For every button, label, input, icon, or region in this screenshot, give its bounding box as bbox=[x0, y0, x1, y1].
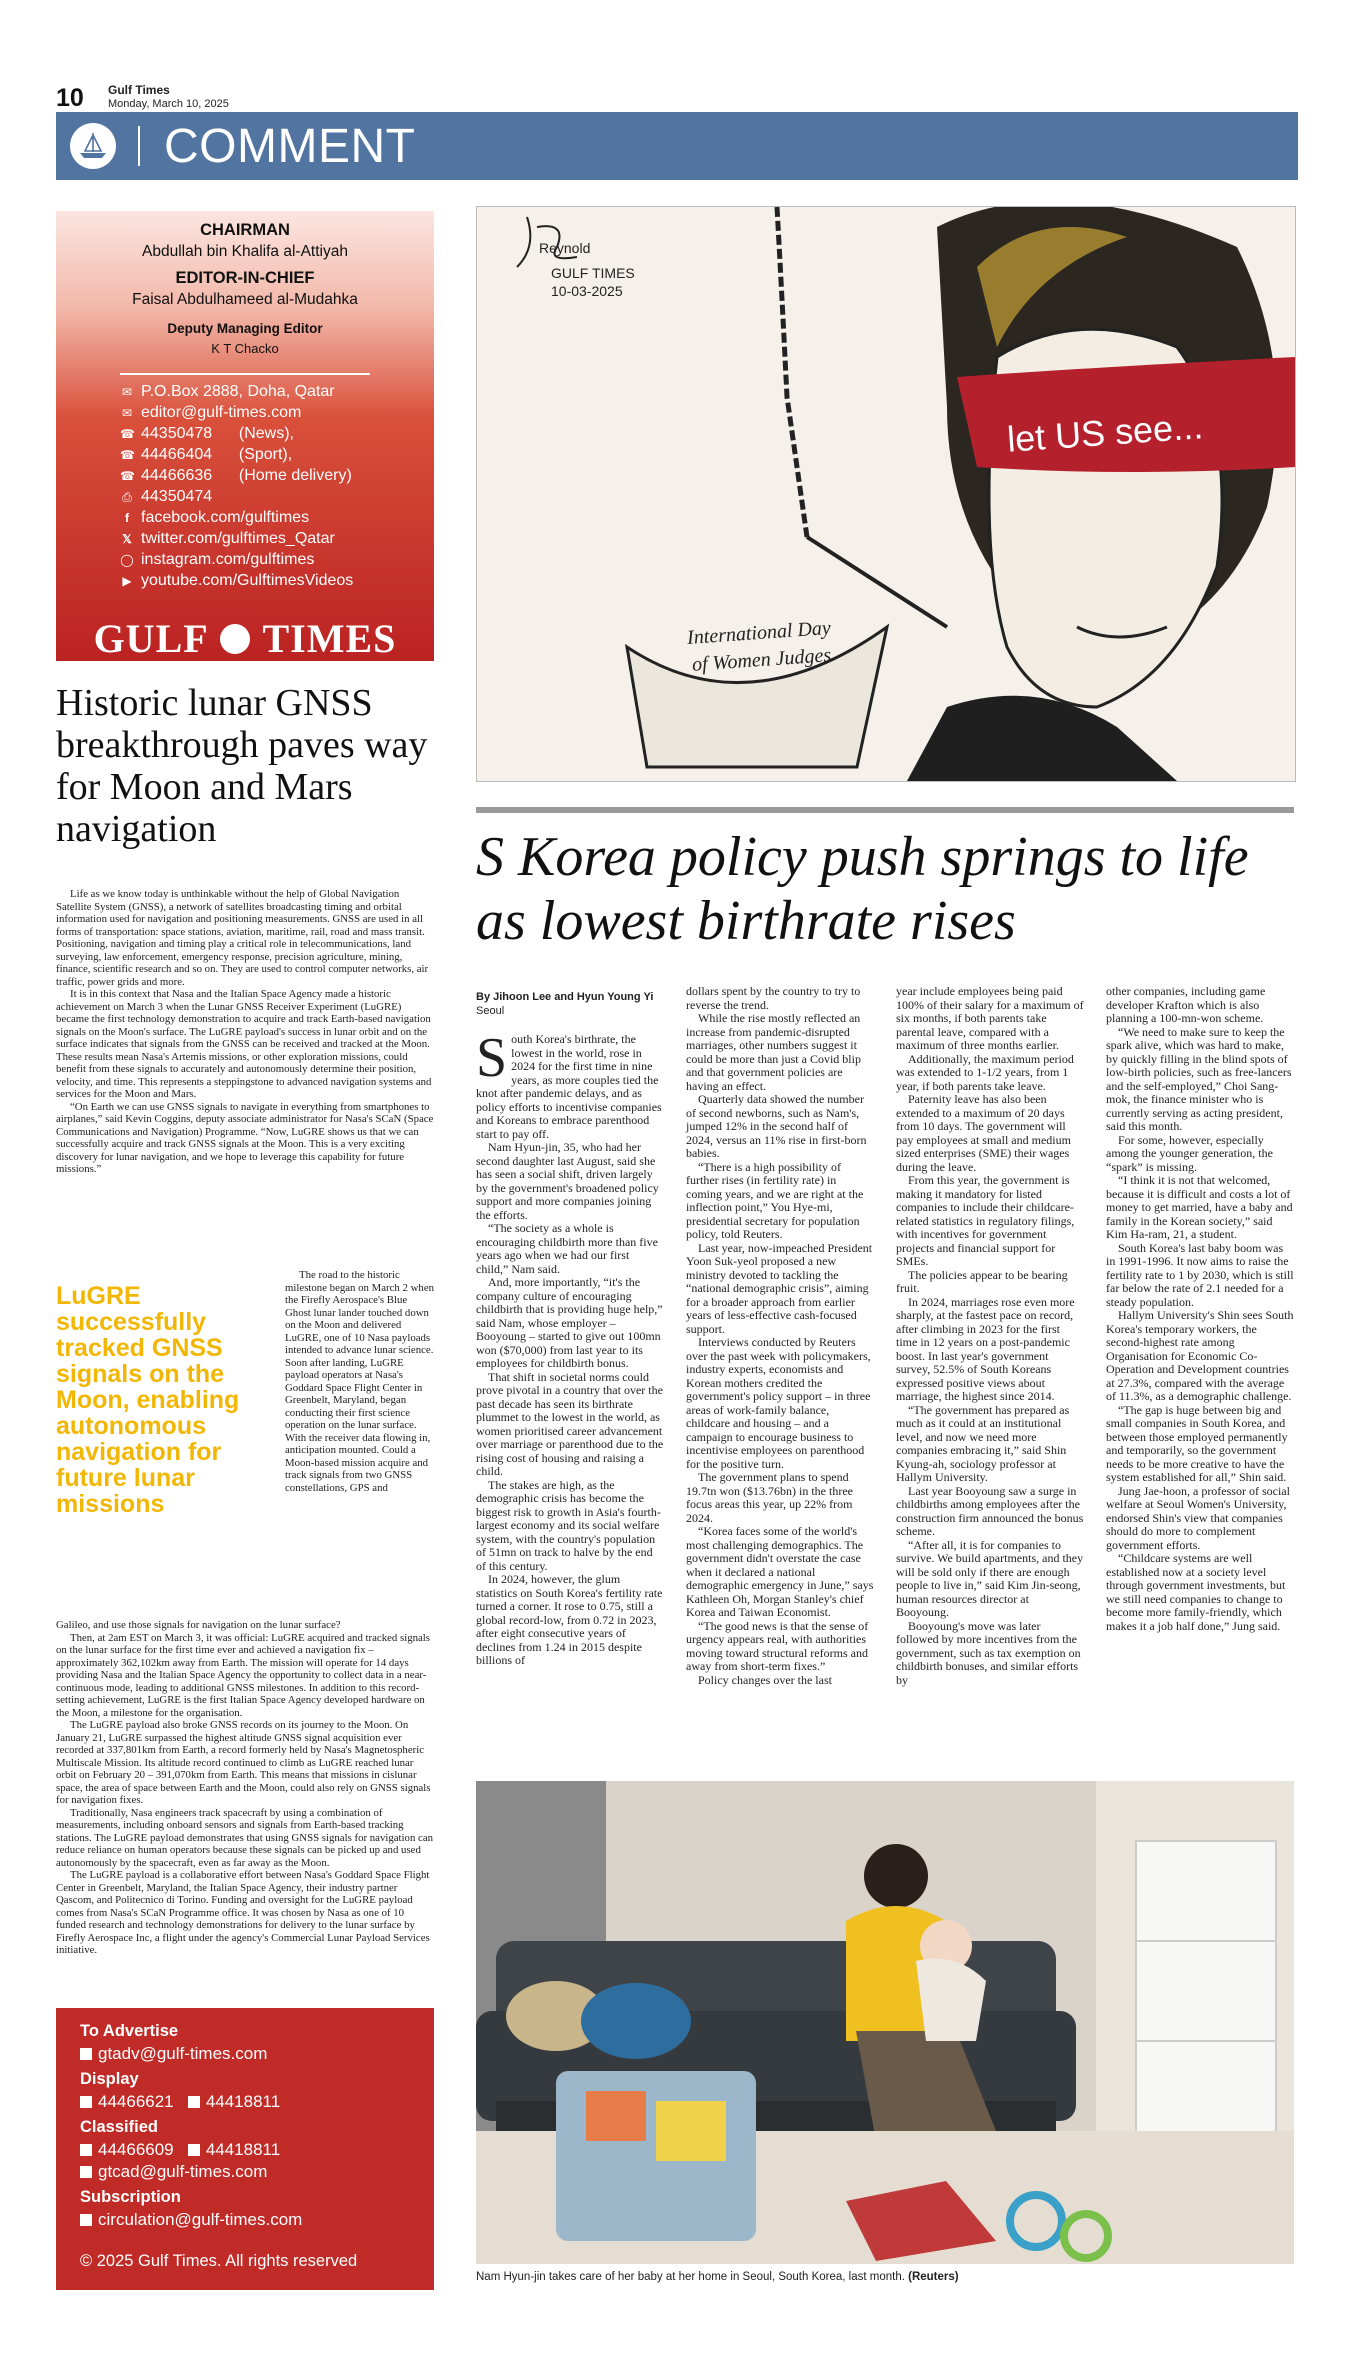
photo-caption: Nam Hyun-jin takes care of her baby at her home in Seoul, South Korea, last month. (Reuters) bbox=[476, 2271, 959, 2283]
contact-fax: ⎙ 44350474 bbox=[120, 486, 353, 507]
fax-icon bbox=[188, 2096, 200, 2108]
lead-paragraph: Traditionally, Nasa engineers track spacecraft by using a combination of measurements, including onboard sensors and signals from Earth-based tracking stations. The LuGRE payload demonstrates that using GNSS signals for navigation can reduce reliance on human operators because these signals can be picked up and used autonomously by the spacecraft, even as far away as the Moon. bbox=[56, 1806, 434, 1869]
article-dateline: Seoul bbox=[476, 1005, 505, 1017]
scale-text-2: of Women Judges bbox=[691, 644, 832, 676]
contact-phone-delivery: ☎ 44466636 (Home delivery) bbox=[120, 465, 353, 486]
article-column-2 bbox=[686, 985, 874, 1687]
article-paragraph: year include employees being paid 100% of their salary for a maximum of six months, if both parents take parental leave, compared with a maximum of three months earlier. bbox=[896, 984, 1084, 1052]
lead-paragraph: It is in this context that Nasa and the Italian Space Agency made a historic achievement on March 3 when the Lunar GNSS Receiver Experiment (LuGRE) became the first technology demonstration to acquire and track Earth-based navigation signals on the Moon's surface. The LuGRE payload's success in lunar orbit and on the surface indicates that signals from the GNSS can be received and tracked at the Moon. These results mean Nasa's Artemis missions, or other exploration missions, could benefit from these signals to accurately and autonomously determine their position, velocity, and time. This represents a steppingstone to advanced navigation systems and services for the Moon and Mars. bbox=[56, 988, 432, 1100]
contact-address: ✉ P.O.Box 2888, Doha, Qatar bbox=[120, 381, 353, 402]
article-paragraph: other companies, including game developer Krafton which is also planning a 100-mn-won scheme. bbox=[1106, 984, 1266, 1025]
phone-icon: ☎ bbox=[120, 469, 135, 483]
article-photo bbox=[476, 1781, 1294, 2264]
instagram-icon: ◯ bbox=[120, 553, 134, 567]
advertise-email[interactable]: gtadv@gulf-times.com bbox=[80, 2044, 267, 2064]
cartoon-date: 10-03-2025 bbox=[551, 283, 623, 299]
fax-icon bbox=[188, 2144, 200, 2156]
contact-instagram[interactable]: ◯ instagram.com/gulftimes bbox=[120, 549, 353, 570]
article-paragraph: Last year Booyoung saw a surge in childbirths among employees after the construction firm announced the bonus scheme. bbox=[896, 1483, 1084, 1538]
article-paragraph: “The good news is that the sense of urgency appears real, with authorities moving toward structural reforms and away from short-term fixes.” bbox=[686, 1618, 869, 1673]
editor-label: EDITOR-IN-CHIEF bbox=[175, 269, 315, 287]
x-icon: 𝕏 bbox=[122, 532, 132, 546]
lead-body-top bbox=[56, 888, 434, 1176]
article-paragraph: In 2024, however, the glum statistics on South Korea's fertility rate turned a corner. It rose to 0.75, still a global record-low, from 0.72 in 2023, after eight consecutive years of declines from 1.24 in 2015 despite billions of bbox=[476, 1572, 663, 1667]
contact-list bbox=[120, 381, 353, 591]
drop-cap: S bbox=[476, 1027, 508, 1089]
article-byline: By Jihoon Lee and Hyun Young Yi bbox=[476, 991, 654, 1003]
banner-divider bbox=[138, 126, 140, 166]
article-paragraph: Quarterly data showed the number of second newborns, such as Nam's, jumped 12% in the second half of 2024, versus an 11% rise in first-born babies. bbox=[686, 1092, 867, 1160]
gulf-times-logo: GULF TIMES bbox=[93, 616, 397, 661]
chairman-name: Abdullah bin Khalifa al-Attiyah bbox=[142, 243, 348, 260]
lead-paragraph: The road to the historic milestone began on March 2 when the Firefly Aerospace's Blue Ghost lunar lander touched down on the Moon and delivered LuGRE, one of 10 Nasa payloads intended to advance lunar science. Soon after landing, LuGRE payload operators at Nasa's Goddard Space Flight Center in Greenbelt, Maryland, began conducting their first science operation on the lunar surface. With the receiver data flowing in, anticipation mounted. Could a Moon-based mission acquire and track signals from two GNSS constellations, GPS and bbox=[285, 1269, 435, 1494]
classified-contacts: 44466609 44418811 bbox=[80, 2140, 280, 2160]
article-paragraph: “The government has prepared as much as it could at an institutional level, and now we need more companies embracing it,” said Shin Kyung-ah, sociology professor at Hallym University. bbox=[896, 1402, 1070, 1484]
section-title: COMMENT bbox=[164, 120, 416, 173]
email-icon bbox=[80, 2166, 92, 2178]
article-paragraph: “We need to make sure to keep the spark alive, which was hard to make, by quickly filling in the blind spots of low-birth policies, such as free-lancers and the self-employed,” Choi Sang-mok, the finance minister who is currently serving as acting president, said this month. bbox=[1106, 1024, 1292, 1133]
cartoon-credit: GULF TIMES bbox=[551, 265, 635, 281]
lead-body-side bbox=[285, 1269, 435, 1494]
phone-icon: ☎ bbox=[120, 448, 135, 462]
chairman-label: CHAIRMAN bbox=[200, 221, 290, 239]
article-paragraph: For some, however, especially among the younger generation, the “spark” is missing. bbox=[1106, 1132, 1273, 1174]
lead-paragraph: Galileo, and use those signals for navigation on the lunar surface? bbox=[56, 1619, 341, 1631]
deputy-name: K T Chacko bbox=[211, 341, 279, 356]
masthead-box bbox=[56, 211, 434, 661]
phone-icon: ☎ bbox=[120, 427, 135, 441]
article-paragraph: “Childcare systems are well established now at a society level through government investments, but we still need companies to change to become more family-friendly, which makes it a job half done,” Jung said. bbox=[1106, 1551, 1286, 1633]
article-paragraph: dollars spent by the country to try to reverse the trend. bbox=[686, 984, 861, 1012]
article-headline: S Korea policy push springs to life as lowest birthrate rises bbox=[476, 826, 1249, 952]
article-paragraph: Nam Hyun-jin, 35, who had her second daughter last August, said she has seen a social shift, driven largely by the government's broadened policy support and more companies joining the efforts. bbox=[476, 1140, 659, 1222]
masthead-divider bbox=[120, 373, 370, 375]
article-paragraph: South Korea's last baby boom was in 1991-1996. It now aims to raise the fertility rate to 1 by 2030, which is still far below the rate of 2.1 needed for a steady population. bbox=[1106, 1240, 1294, 1309]
article-paragraph: “After all, it is for companies to survive. We build apartments, and they will be sold only if there are enough people to live in,” said Kim Jin-seong, human resources director at Booyoung. bbox=[896, 1537, 1084, 1619]
lead-paragraph: The LuGRE payload is a collaborative effort between Nasa's Goddard Space Flight Center in Greenbelt, Maryland, the Italian Space Agency, their industry partner Qascom, and Politecnico di Torino. Funding and oversight for the LuGRE payload comes from Nasa's SCaN Programme office. It was chosen by Nasa as one of 10 funded research and technology demonstrations for delivery to the lunar surface by Firefly Aerospace Inc, a flight under the agency's Commercial Lunar Payload Services initiative. bbox=[56, 1869, 430, 1956]
section-rule bbox=[476, 807, 1294, 813]
article-paragraph: From this year, the government is making it mandatory for listed companies to include their childcare-related statistics in regulatory filings, with incentives for government projects and financial support for SMEs. bbox=[896, 1173, 1075, 1268]
lead-body-bottom bbox=[56, 1619, 434, 1957]
advertise-label: To Advertise bbox=[80, 2022, 179, 2040]
article-paragraph: That shift in societal norms could prove pivotal in a country that over the past decade has seen its birthrate plummet to the lowest in the world, as women prioritised career advancement over marriage or parenthood due to the rising cost of housing and raising a child. bbox=[476, 1369, 664, 1478]
article-paragraph: Additionally, the maximum period was extended to 1-1/2 years, from 1 year, if both parents take leave. bbox=[896, 1051, 1074, 1093]
publication-name: Gulf Times bbox=[108, 83, 170, 97]
subscription-label: Subscription bbox=[80, 2188, 181, 2206]
email-icon bbox=[80, 2048, 92, 2060]
advertising-box bbox=[56, 2008, 434, 2290]
mailbox-icon: ✉ bbox=[121, 385, 133, 399]
copyright: © 2025 Gulf Times. All rights reserved bbox=[80, 2252, 358, 2270]
contact-twitter[interactable]: 𝕏 twitter.com/gulftimes_Qatar bbox=[120, 528, 353, 549]
contact-phone-sport: ☎ 44466404 (Sport), bbox=[120, 444, 353, 465]
section-banner bbox=[56, 112, 1298, 180]
contact-facebook[interactable]: f facebook.com/gulftimes bbox=[120, 507, 353, 528]
deputy-label: Deputy Managing Editor bbox=[167, 321, 323, 336]
editor-name: Faisal Abdulhameed al-Mudahka bbox=[132, 291, 358, 308]
facebook-icon: f bbox=[125, 511, 129, 525]
scale-text-1: International Day bbox=[686, 617, 832, 649]
subscription-email[interactable]: circulation@gulf-times.com bbox=[80, 2210, 302, 2230]
phone-icon bbox=[80, 2096, 92, 2108]
lead-paragraph: The LuGRE payload also broke GNSS records on its journey to the Moon. On January 21, LuGRE surpassed the highest altitude GNSS signal acquisition ever recorded at 337,801km from Earth, a record formerly held by Nasa's Magnetospheric Multiscale Mission. Its altitude record continued to climb as LuGRE reached lunar orbit on February 20 – 391,070km from Earth. This means that missions in cislunar space, the area of space between Earth and the Moon, could also rely on GNSS signals for navigation fixes. bbox=[56, 1719, 431, 1806]
youtube-icon: ▶ bbox=[122, 574, 132, 588]
email-icon bbox=[80, 2214, 92, 2226]
ship-logo-icon bbox=[70, 123, 116, 169]
phone-icon bbox=[80, 2144, 92, 2156]
article-paragraph: Jung Jae-hoon, a professor of social welfare at Seoul Women's University, endorsed Shin's view that companies should do more to complement government efforts. bbox=[1106, 1483, 1290, 1552]
article-paragraph: In 2024, marriages rose even more sharply, at the fastest pace on record, after climbing in 2023 for the first time in 12 years on a post-pandemic boost. In last year's government survey, 52.5% of South Koreans expressed positive views about marriage, the highest since 2014. bbox=[896, 1294, 1075, 1403]
pullquote: LuGRE successfully tracked GNSS signals on the Moon, enabling autonomous navigation for future lunar missions bbox=[56, 1282, 240, 1518]
page-number: 10 bbox=[56, 84, 84, 112]
article-paragraph: Hallym University's Shin sees South Korea's temporary workers, the second-highest rate among Organisation for Economic Co-Operation and Development countries at 27.3%, compared with the average of 11.3%, as a demographic challenge. bbox=[1106, 1308, 1294, 1403]
article-column-3 bbox=[896, 985, 1084, 1687]
article-paragraph: And, more importantly, “it's the company culture of encouraging childbirth that is providing huge help,” said Nam, whose employer – Booyoung – started to give out 100mn won ($70,000) from last year to its employees for childbirth bonus. bbox=[476, 1275, 663, 1370]
article-paragraph: “There is a high possibility of further rises (in fertility rate) in coming years, and we are right at the inflection point,” You Hye-mi, presidential secretary for population policy, told Reuters. bbox=[686, 1159, 864, 1241]
article-paragraph: Paternity leave has also been extended to a maximum of 20 days from 10 days. The government will pay employees at small and medium sized enterprises (SME) their wages during the leave. bbox=[896, 1092, 1071, 1174]
display-label: Display bbox=[80, 2070, 139, 2088]
article-paragraph: “The gap is huge between big and small companies in South Korea, and between those employed permanently and temporarily, so the government needs to be more creative to have the system established for all,” Shin said. bbox=[1106, 1402, 1288, 1484]
logo-ship-icon bbox=[220, 624, 250, 654]
contact-youtube[interactable]: ▶ youtube.com/GulftimesVideos bbox=[120, 570, 353, 591]
article-paragraph: Policy changes over the last bbox=[698, 1672, 832, 1687]
classified-email[interactable]: gtcad@gulf-times.com bbox=[80, 2162, 267, 2182]
article-column-4 bbox=[1106, 985, 1294, 1633]
classified-label: Classified bbox=[80, 2118, 158, 2136]
display-contacts: 44466621 44418811 bbox=[80, 2092, 280, 2112]
article-paragraph: Last year, now-impeached President Yoon Suk-yeol proposed a new ministry devoted to tackling the “national demographic crisis”, aiming for a broader approach from earlier years of less-effective cash-focused support. bbox=[686, 1240, 873, 1336]
photo-illustration bbox=[476, 1781, 1294, 2264]
article-paragraph: Booyoung's move was later followed by more incentives from the government, such as tax exemption on childbirth bonuses, and similar efforts by bbox=[896, 1618, 1081, 1687]
article-paragraph: Interviews conducted by Reuters over the past week with policymakers, industry experts, economists and Korean mothers credited the government's policy support – in three areas of work-family balance, childcare and housing – and a campaign to encourage business to incentivise employees on parenthood for the positive turn. bbox=[686, 1335, 871, 1471]
email-icon: ✉ bbox=[121, 406, 133, 420]
cartoon-signature: Reynold bbox=[539, 240, 591, 256]
article-paragraph: “I think it is not that welcomed, because it is difficult and costs a lot of money to get married, have a baby and family in the Korean society,” said Kim Ha-ram, 21, a student. bbox=[1106, 1173, 1293, 1241]
blindfold-text: let US see... bbox=[1005, 405, 1205, 460]
editorial-cartoon bbox=[476, 206, 1296, 782]
article-paragraph: “Korea faces some of the world's most challenging demographics. The government didn't overstate the case when it declared a national demographic emergency in June,” says Kathleen Oh, Morgan Stanley's chief Korea and Taiwan Economist. bbox=[686, 1524, 874, 1619]
article-paragraph: “The society as a whole is encouraging childbirth more than five years ago when we had our first child,” Nam said. bbox=[476, 1221, 658, 1276]
article-paragraph: The policies appear to be bearing fruit. bbox=[896, 1267, 1068, 1295]
article-paragraph: While the rise mostly reflected an increase from pandemic-disrupted marriages, other numbers suggest it could be more than just a Covid blip and that government policies are having an effect. bbox=[686, 1011, 861, 1093]
article-paragraph: The stakes are high, as the demographic crisis has become the biggest risk to growth in Asia's fourth-largest economy and its social welfare system, with the country's population of 51mn on track to halve by the end of this century. bbox=[476, 1477, 661, 1573]
lead-paragraph: Then, at 2am EST on March 3, it was official: LuGRE acquired and tracked signals on the lunar surface for the first time ever and achieved a navigation fix – approximately 362,102km away from Earth. The mission will operate for 14 days providing Nasa and the Italian Space Agency the opportunity to collect data in a near-continuous mode, leading to additional GNSS milestones. In addition to this record-setting achievement, LuGRE is the first Italian Space Agency developed hardware on the Moon, a milestone for the organisation. bbox=[56, 1631, 430, 1719]
lead-headline: Historic lunar GNSS breakthrough paves way for Moon and Mars navigation bbox=[56, 682, 428, 850]
lead-paragraph: Life as we know today is unthinkable without the help of Global Navigation Satellite System (GNSS), a network of satellites broadcasting timing and orbital information used for navigation and positioning measurements. GNSS are used in all forms of transportation: space stations, aviation, maritime, rail, road and mass transit. Positioning, navigation and timing play a critical role in telecommunications, land surveying, law enforcement, emergency response, precision agriculture, mining, finance, scientific research and so on. They are used to control computer networks, air traffic, power grids and more. bbox=[56, 888, 429, 988]
article-paragraph: The government plans to spend 19.7tn won ($13.76bn) in the three focus areas this year, up 22% from 2024. bbox=[686, 1470, 853, 1525]
contact-email[interactable]: ✉ editor@gulf-times.com bbox=[120, 402, 353, 423]
fax-icon: ⎙ bbox=[122, 490, 132, 504]
lead-paragraph: “On Earth we can use GNSS signals to navigate in everything from smartphones to airplanes,” said Kevin Coggins, deputy associate administrator for Nasa's SCaN (Space Communications and Navigation) Programme. “Now, LuGRE shows us that we can successfully acquire and track GNSS signals at the Moon. This is a very exciting discovery for lunar navigation, and we hope to leverage this capability for future missions.” bbox=[56, 1100, 434, 1175]
article-paragraph: outh Korea's birthrate, the lowest in the world, rose in 2024 for the first time in nine years, as more couples tied the knot after pandemic delays, and as policy efforts to incentivise companies and Koreans to embrace parenthood start to pay off. bbox=[476, 1032, 662, 1141]
article-column-1 bbox=[476, 1027, 664, 1668]
publication-date: Monday, March 10, 2025 bbox=[108, 98, 229, 110]
contact-phone-news: ☎ 44350478 (News), bbox=[120, 423, 353, 444]
